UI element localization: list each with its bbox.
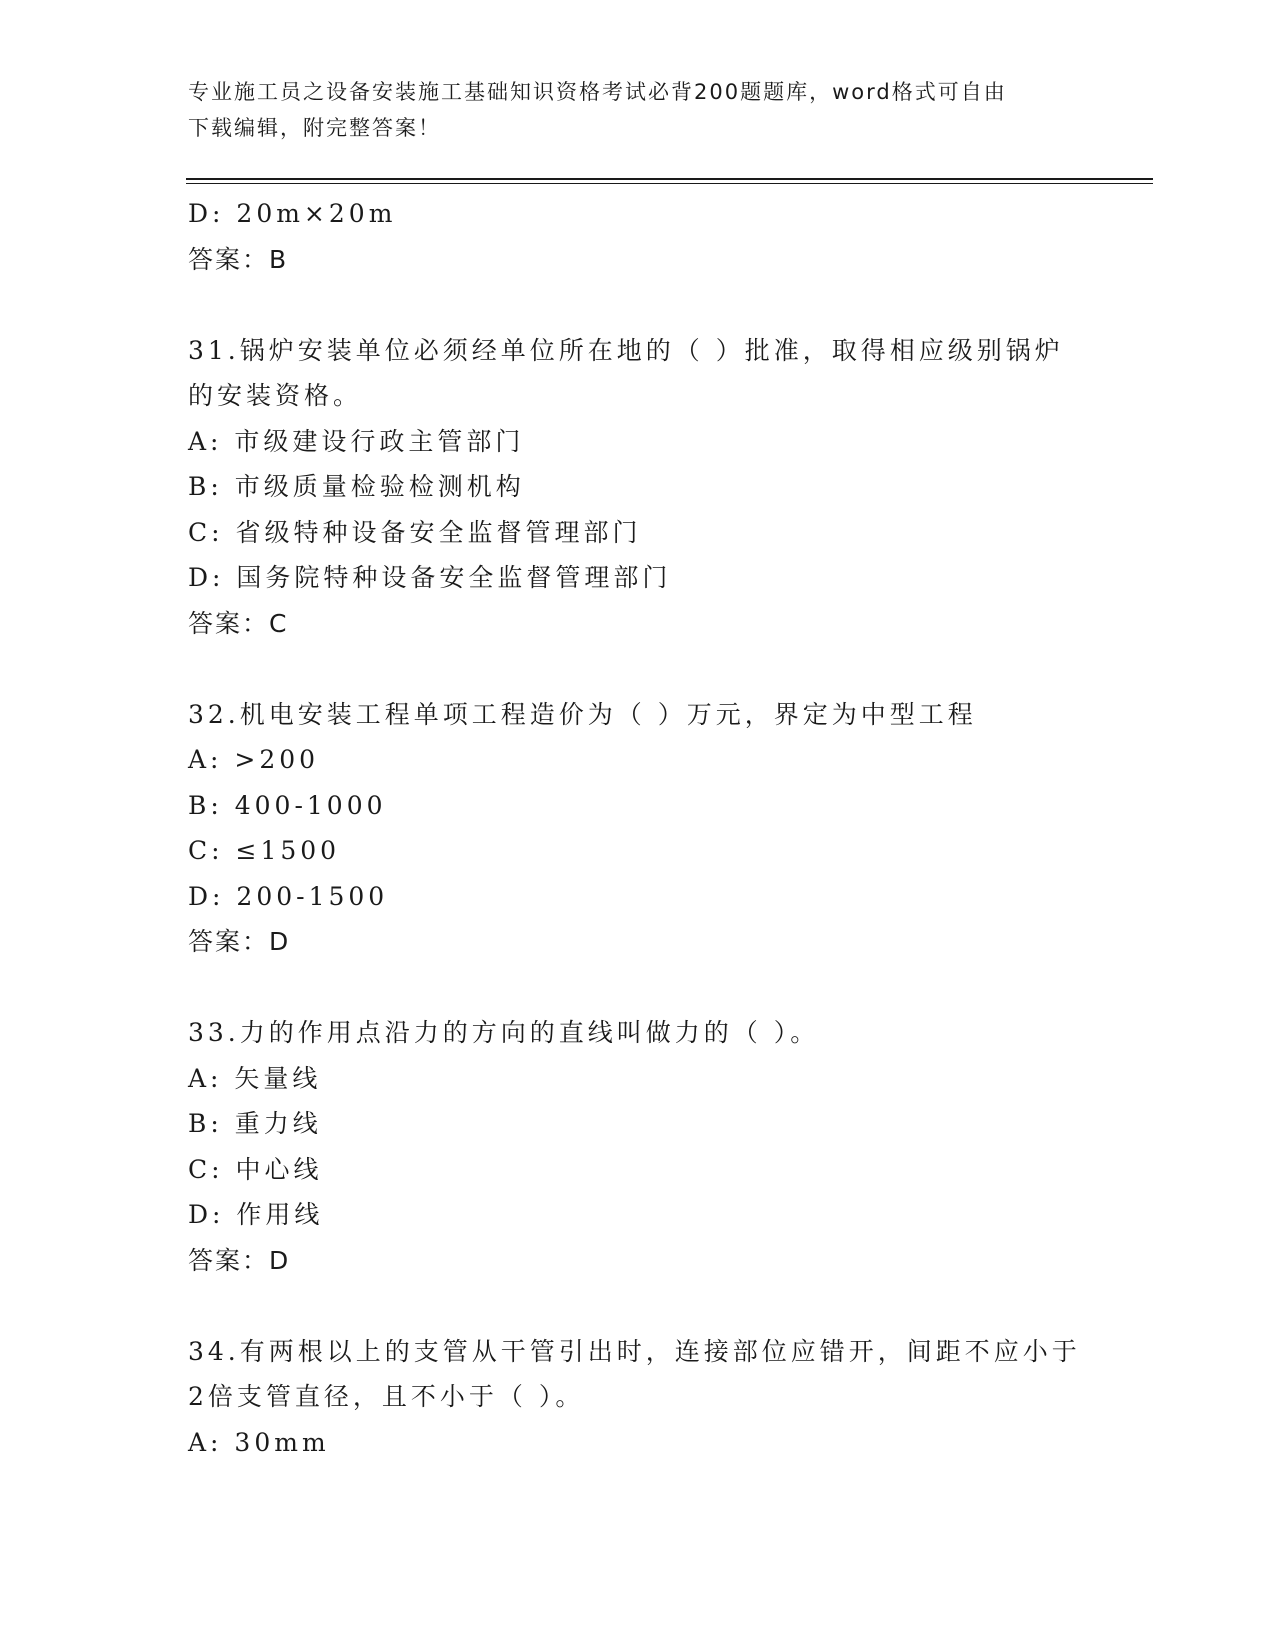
spacer: [188, 965, 1088, 1011]
question-stem: 34.有两根以上的支管从干管引出时，连接部位应错开，间距不应小于: [188, 1336, 1081, 1366]
option-b: B: 重力线: [188, 1109, 322, 1138]
answer-line: 答案：D: [188, 927, 291, 956]
option-a: A: 30mm: [188, 1427, 330, 1457]
option-b: B: 400-1000: [188, 790, 387, 820]
header-rule-thin: [186, 183, 1153, 184]
question-33: [188, 1010, 1088, 1283]
option-a: A: 矢量线: [188, 1063, 322, 1093]
spacer: [188, 1283, 1088, 1329]
question-30-tail: [188, 191, 1088, 282]
spacer: [188, 282, 1088, 328]
question-32: [188, 692, 1088, 965]
question-stem: 31.锅炉安装单位必须经单位所在地的（ ）批准，取得相应级别锅炉: [188, 335, 1064, 365]
header-line-1: 专业施工员之设备安装施工基础知识资格考试必背200题题库，word格式可自由: [188, 80, 1007, 104]
option-c: C: ≤1500: [188, 836, 341, 865]
option-a: A: >200: [188, 745, 320, 774]
option-d: D: 200-1500: [188, 881, 389, 911]
question-34: [188, 1329, 1088, 1466]
option-c: C: 省级特种设备安全监督管理部门: [188, 517, 642, 547]
question-stem-continued: 2倍支管直径，且不小于（ ）。: [188, 1382, 585, 1411]
answer-line: 答案：C: [188, 608, 289, 638]
answer-line: 答案：B: [188, 244, 289, 274]
page-header: [188, 74, 1078, 146]
option-d: D: 国务院特种设备安全监督管理部门: [188, 563, 672, 592]
question-31: [188, 328, 1088, 647]
option-a: A: 市级建设行政主管部门: [188, 426, 525, 456]
header-line-2: 下载编辑，附完整答案！: [188, 116, 441, 140]
header-rule-thick: [186, 178, 1153, 180]
question-stem: 33.力的作用点沿力的方向的直线叫做力的（ ）。: [188, 1018, 820, 1047]
answer-line: 答案：D: [188, 1245, 291, 1275]
option-d: D: 20m×20m: [188, 199, 397, 228]
option-c: C: 中心线: [188, 1154, 323, 1184]
question-stem-continued: 的安装资格。: [188, 381, 363, 410]
question-list: [188, 191, 1088, 1465]
option-d: D: 作用线: [188, 1200, 324, 1229]
option-b: B: 市级质量检验检测机构: [188, 472, 525, 501]
spacer: [188, 646, 1088, 692]
question-stem: 32.机电安装工程单项工程造价为（ ）万元，界定为中型工程: [188, 699, 977, 729]
